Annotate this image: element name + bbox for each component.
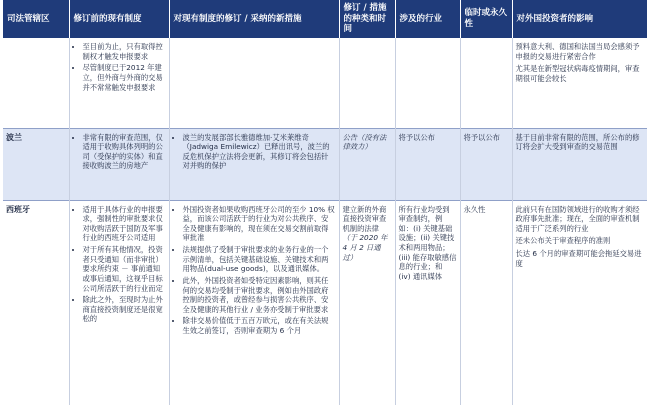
list-item: 长达 6 个月的审查期可能会拖延交易进度 [515,249,642,268]
cell-existing [69,200,169,405]
list-item: 此前只有在国防领域进行的收购才须经政府事先批准；现在，全面的审查机制适用于广泛系列的行业 [515,204,640,233]
list-item: 尤其是在新型冠状病毒疫情期间，审查期很可能会较长 [515,64,640,83]
list-item: • 除非交易价值低于五百万欧元，或在有关法规生效之前签订，否则审查期为 6 个月 [183,316,336,335]
list-item: • 此外，外国投资者如受特定因素影响，则其任何的交易均受制于审批要求，例如由外国政府控制的投资者，或曾经参与损害公共秩序、安全及健康的其他行业 / 业务亦受制于审批要求 [183,276,336,315]
cell-measures [169,38,339,128]
cell-region: 西班牙 [3,200,69,405]
cell-type [339,38,395,128]
cell-sectors: 将予以公布 [395,128,460,200]
cell-sectors [395,38,460,128]
list-item: • 尽管制度已于2012 年建立，但外商与外商的交易并不常常触发申报要求 [83,63,166,92]
cell-permanence: 永久性 [460,200,512,405]
list-item: 还未公布关于审查程序的准则 [515,236,611,246]
list-item: 预料意大利、德国和法国当局会感须予申报的交易进行紧密合作 [515,42,640,61]
cell-permanence [460,38,512,128]
cell-type: 建立新的外商直接投资审查机制的法律（于 2020 年 4 月 2 日通过） [339,200,395,405]
cell-permanence: 将予以公布 [460,128,512,200]
table-row [3,128,647,200]
header-sectors: 涉及的行业 [395,0,460,38]
cell-region [3,38,69,128]
cell-measures [169,200,339,405]
cell-existing [69,128,169,200]
cell-impact [512,200,647,405]
header-existing-regime: 修订前的现有制度 [69,0,169,38]
cell-type: 公告（没有法律效力） [339,128,395,200]
fdi-comparison-table [3,0,647,405]
list-item: • 至目前为止，只有取得控制权才触发申报要求 [83,42,166,61]
list-item: • 外国投资者如果收购西班牙公司的至少 10% 权益，而该公司活跃于的行业为对公共秩序、安全及健康有影响的，现在须在交易交割前取得审批准 [183,205,336,244]
list-item: • 适用于具体行业的申报要求，强制性的审批要求仅对收购活跃于国防及军事行业的西班牙公司适用 [83,205,166,244]
table-row [3,38,647,128]
header-type-and-timing: 修订 / 措施的种类和时间 [339,0,395,38]
header-new-measures: 对现有制度的修订 / 采纳的新措施 [169,0,339,38]
header-impact: 对外国投资者的影响 [512,0,647,38]
header-permanence: 临时或永久性 [460,0,512,38]
header-jurisdiction: 司法管辖区 [3,0,69,38]
cell-impact [512,38,647,128]
cell-region: 波兰 [3,128,69,200]
list-item: • 对于所有其他情况，投资者只受通知（而非审批）要求所约束 － 事前通知或事后通知，这视乎目标公司所活跃于的行业而定 [83,245,166,293]
list-item: • 法规提供了受制于审批要求的业务行业的一个示例清单，包括关键基础设施、关键技术和两用物品(dual-use goods)，以及通讯媒体。 [183,245,336,274]
list-item: • 非常有限的审查范围，仅适用于收购具体列明的公司（受保护的实体）和直接收购波兰的房地产 [83,133,166,172]
cell-measures [169,128,339,200]
list-item: • 除此之外，至现时为止外商直接投资制度还是很宽松的 [83,295,166,324]
table-row [3,200,647,405]
cell-existing [69,38,169,128]
cell-sectors: 所有行业均受到审查制约，例如：(i) 关键基础设施；(ii) 关键技术和两用物品；(iii) 能存取敏感信息的行业；和 (iv) 通讯媒体 [395,200,460,405]
list-item: • 波兰的发展部部长雅德维加·艾米莱维奇（Jadwiga Emilewicz）已释出讯号，波兰的反危机保护立法将会更新，其修订将会包括针对并购的保护 [183,133,336,172]
cell-impact [512,128,647,200]
list-item: 基于目前非常有限的范围，所公布的修订将会扩大受到审查的交易范围 [515,132,640,152]
